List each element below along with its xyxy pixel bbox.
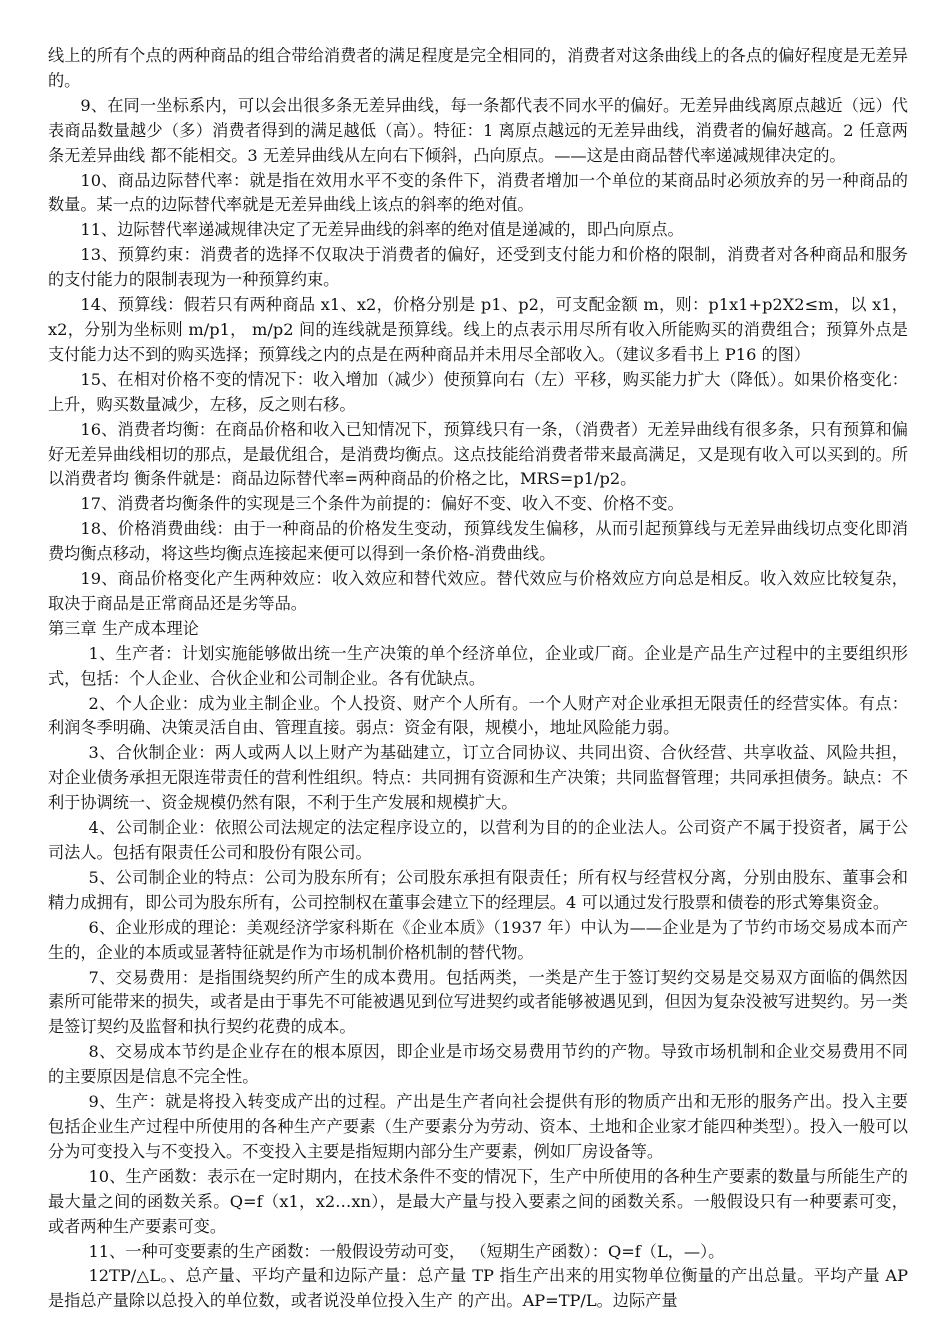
- paragraph-5-corporation-features: 5、公司制企业的特点：公司为股东所有；公司股东承担有限责任；所有权与经营权分离，分别由股东、董事会和精力成拥有，即公司为股东所有，公司控制权在董事会建立下的经理层。4 可以通过发行股票和债卷的形式筹集资金。: [48, 867, 908, 912]
- paragraph-10-mrs: 10、商品边际替代率：就是指在效用水平不变的条件下，消费者增加一个单位的某商品时必须放弃的另一种商品的数量。某一点的边际替代率就是无差异曲线上该点的斜率的绝对值。: [48, 170, 908, 215]
- paragraph-11-one-variable-input: 11、一种可变要素的生产函数：一般假设劳动可变， （短期生产函数）：Q=f（L，—）。: [88, 1241, 725, 1261]
- paragraph-9-indifference-curves: 9、在同一坐标系内，可以会出很多条无差异曲线，每一条都代表不同水平的偏好。无差异曲线离原点越近（远）代表商品数量越少（多）消费者得到的满足越低（高）。特征：1 离原点越远的无差异曲线，消费者的偏好越高。2 任意两条无差异曲线 都不能相交。3 无差异曲线从左向右下倾斜，凸向原点。——这是由商品替代率递减规律决定的。: [48, 95, 908, 165]
- paragraph-17-equilibrium-conditions: 17、消费者均衡条件的实现是三个条件为前提的：偏好不变、收入不变、价格不变。: [80, 494, 684, 514]
- paragraph-15-budget-shift: 15、在相对价格不变的情况下：收入增加（减少）使预算向右（左）平移，购买能力扩大（降低）。如果价格变化：上升，购买数量减少，左移，反之则右移。: [48, 369, 908, 414]
- paragraph-7-transaction-costs: 7、交易费用：是指围绕契约所产生的成本费用。包括两类，一类是产生于签订契约交易是交易双方面临的偶然因素所可能带来的损失，或者是由于事先不可能被遇见到位写进契约或者能够被遇见到，但因为复杂没被写进契约。另一类是签订契约及监督和执行契约花费的成本。: [48, 967, 908, 1037]
- document-page: [48, 44, 908, 1314]
- paragraph-12-total-average-marginal: 12TP/△L。、总产量、平均产量和边际产量：总产量 TP 指生产出来的用实物单位衡量的产出总量。平均产量 AP 是指总产量除以总投入的单位数，或者说没单位投入生产 的产出。AP=TP/L。边际产量: [48, 1266, 908, 1311]
- paragraph-8-transaction-savings: 8、交易成本节约是企业存在的根本原因，即企业是市场交易费用节约的产物。导致市场机制和企业交易费用不同的主要原因是信息不完全性。: [48, 1042, 908, 1087]
- chapter-heading: 第三章 生产成本理论: [48, 618, 199, 638]
- paragraph-18-price-consumption-curve: 18、价格消费曲线：由于一种商品的价格发生变动，预算线发生偏移，从而引起预算线与无差异曲线切点变化即消费均衡点移动，将这些均衡点连接起来便可以得到一条价格-消费曲线。: [48, 519, 908, 564]
- paragraph-16-consumer-equilibrium: 16、消费者均衡：在商品价格和收入已知情况下，预算线只有一条，（消费者）无差异曲线有很多条，只有预算和偏好无差异曲线相切的那点，是最优组合，是消费均衡点。这点技能给消费者带来最高满足，又是现有收入可以买到的。所以消费者均 衡条件就是：商品边际替代率=两种商品的价格之比，MRS=p1/p2。: [48, 419, 908, 489]
- paragraph-6-firm-theory: 6、企业形成的理论：美观经济学家科斯在《企业本质》（1937 年）中认为——企业是为了节约市场交易成本而产生的，企业的本质或显著特征就是作为市场机制价格机制的替代物。: [48, 917, 908, 962]
- paragraph-13-budget-constraint: 13、预算约束：消费者的选择不仅取决于消费者的偏好，还受到支付能力和价格的限制，消费者对各种商品和服务的支付能力的限制表现为一种预算约束。: [48, 245, 908, 290]
- paragraph-19-price-effects: 19、商品价格变化产生两种效应：收入效应和替代效应。替代效应与价格效应方向总是相反。收入效应比较复杂，取决于商品是正常商品还是劣等品。: [48, 569, 908, 613]
- paragraph-4-corporation: 4、公司制企业：依照公司法规定的法定程序设立的，以营利为目的的企业法人。公司资产不属于投资者，属于公司法人。包括有限责任公司和股份有限公司。: [48, 818, 908, 862]
- paragraph-3-partnership: 3、合伙制企业：两人或两人以上财产为基础建立，订立合同协议、共同出资、合伙经营、共享收益、风险共担，对企业债务承担无限连带责任的营利性组织。特点：共同拥有资源和生产决策；共同监督管理；共同承担债务。缺点：不利于协调统一、资金规模仍然有限，不利于生产发展和规模扩大。: [48, 743, 908, 813]
- paragraph-9-production: 9、生产：就是将投入转变成产出的过程。产出是生产者向社会提供有形的物质产出和无形的服务产出。投入主要包括企业生产过程中所使用的各种生产产要素（生产要素分为劳动、资本、土地和企业家才能四种类型）。投入一般可以分为可变投入与不变投入。不变投入主要是指短期内部分生产要素，例如厂房设备等。: [48, 1092, 908, 1161]
- paragraph-continuation: 线上的所有个点的两种商品的组合带给消费者的满足程度是完全相同的，消费者对这条曲线上的各点的偏好程度是无差异的。: [48, 46, 908, 90]
- paragraph-1-producer: 1、生产者：计划实施能够做出统一生产决策的单个经济单位，企业或厂商。企业是产品生产过程中的主要组织形式，包括：个人企业、合伙企业和公司制企业。各有优缺点。: [48, 643, 908, 688]
- paragraph-2-sole-proprietorship: 2、个人企业：成为业主制企业。个人投资、财产个人所有。一个人财产对企业承担无限责任的经营实体。有点：利润冬季明确、决策灵活自由、管理直接。弱点：资金有限，规模小，地址风险能力弱。: [48, 693, 908, 738]
- paragraph-10-production-function: 10、生产函数：表示在一定时期内，在技术条件不变的情况下，生产中所使用的各种生产要素的数量与所能生产的最大量之间的函数关系。Q=f（x1，x2…xn），是最大产量与投入要素之间的函数关系。一般假设只有一种要素可变，或者两种生产要素可变。: [48, 1166, 908, 1236]
- paragraph-11-diminishing-mrs: 11、边际替代率递减规律决定了无差异曲线的斜率的绝对值是递减的，即凸向原点。: [80, 220, 684, 240]
- paragraph-14-budget-line: 14、预算线：假若只有两种商品 x1、x2，价格分别是 p1、p2，可支配金额 m，则：p1x1+p2X2≤m，以 x1，x2，分别为坐标则 m/p1， m/p2 间的连线就是预算线。线上的点表示用尽所有收入所能购买的消费组合；预算外点是支付能力达不到的购买选择；预算线之内的点是在两种商品并未用尽全部收入。（建议多看书上 P16 的图）: [48, 295, 908, 364]
